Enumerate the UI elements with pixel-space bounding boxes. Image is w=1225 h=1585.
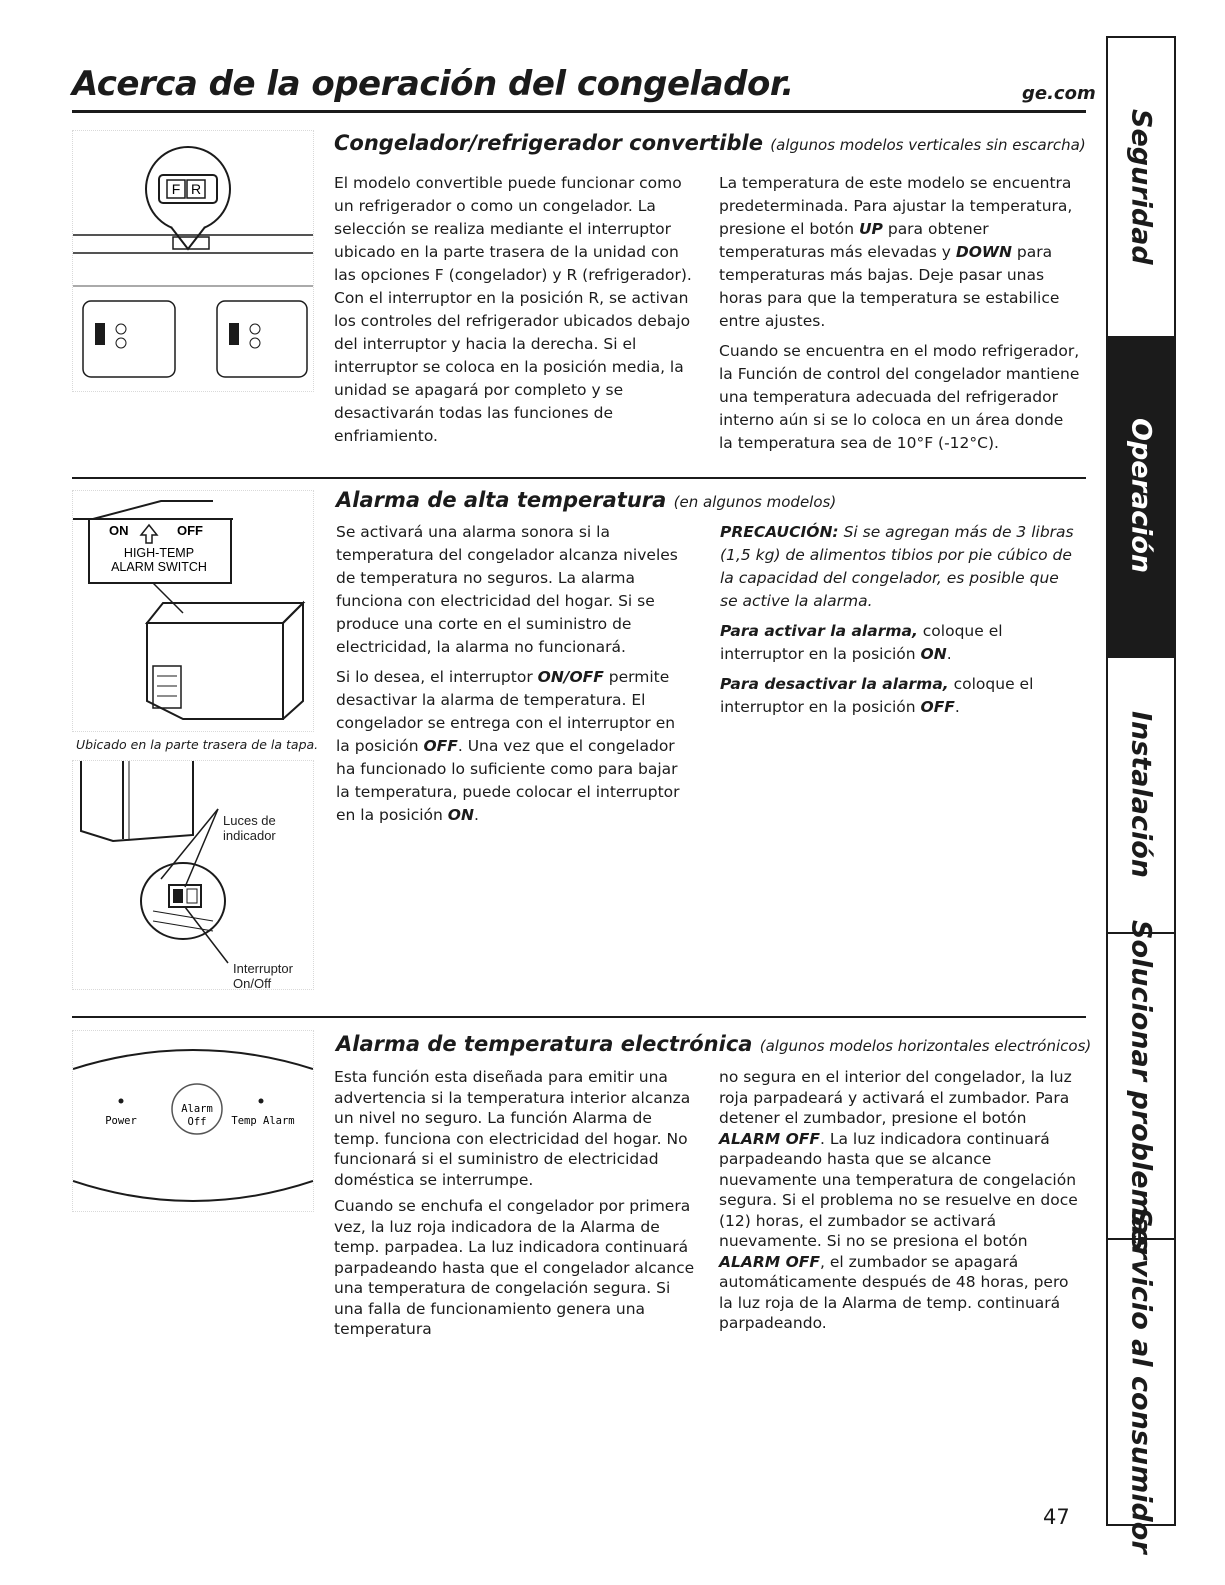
high-temp-paragraph-2	[336, 666, 686, 827]
convertible-col2	[719, 172, 1081, 462]
off-ref: OFF	[920, 698, 955, 716]
tab-label: Operación	[1125, 418, 1157, 574]
off-ref: OFF	[423, 737, 458, 755]
alarm-off-ref: ALARM OFF	[719, 1252, 820, 1271]
text-run: Si lo desea, el interruptor	[336, 668, 538, 686]
switch-r-label: R	[190, 181, 202, 197]
chest-freezer-illustration	[73, 491, 313, 731]
convertible-illustration	[73, 131, 313, 391]
control-panel-illustration	[73, 1031, 313, 1211]
alarm-label: Alarm	[181, 1103, 213, 1115]
up-button-ref: UP	[858, 220, 883, 238]
tab-label: Seguridad	[1125, 109, 1157, 265]
high-temp-switch-figure	[72, 490, 314, 732]
onoff-ref: ON/OFF	[537, 668, 604, 686]
section-rule	[72, 1016, 1086, 1018]
tab-seguridad[interactable]	[1108, 38, 1174, 338]
electronic-paragraph-1: Esta función esta diseñada para emitir una advertencia si la temperatura interior alcanza un nivel no seguro. La función Alarma de temp. funciona con electricidad del hogar. No funcionará si el suministro de electricidad doméstica se interrumpe.	[334, 1068, 691, 1189]
text-run: no segura en el interior del congelador, la luz roja parpadeará y activará el zumbador. Para detener el zumbador, presione el botón	[719, 1068, 1072, 1127]
title-rule	[72, 110, 1086, 113]
convertible-col1	[334, 172, 692, 455]
convertible-heading-text: Congelador/refrigerador convertible	[334, 131, 763, 155]
deactivate-label: Para desactivar la alarma,	[720, 675, 949, 693]
text-run: . Una vez que el congelador ha funcionado lo suficiente como para bajar la temperatura, puede colocar el interruptor en la posición	[336, 737, 680, 824]
convertible-paragraph: El modelo convertible puede funcionar como un refrigerador o como un congelador. La selección se realiza mediante el interruptor ubicado en la parte trasera de la unidad con las opciones F (congelador) y R (refrigerador). Con el interruptor en la posición R, se activan los controles del refrigerador ubicados debajo del interruptor y hacia la derecha. Si el interruptor se coloca en la posición media, la unidad se apagará por completo y se desactivarán todas las funciones de enfriamiento.	[334, 174, 692, 445]
convertible-figure	[72, 130, 314, 392]
text-run: , el zumbador se apagará automáticamente después de 48 horas, pero la luz roja de la Alarma de temp. continuará parpadeando.	[719, 1252, 1069, 1332]
page-number: 47	[1043, 1505, 1070, 1529]
indicator-lights-label	[223, 813, 276, 843]
high-temp-heading	[336, 488, 836, 512]
caution-text: Si se agregan más de 3 libras (1,5 kg) de alimentos tibios por pie cúbico de la capacidad del congelador, es posible que se active la alarma.	[720, 523, 1074, 610]
tab-servicio-al-consumidor[interactable]	[1108, 1208, 1174, 1554]
tab-label: Solucionar problemas	[1125, 919, 1157, 1251]
electronic-col2	[719, 1067, 1083, 1340]
high-temp-figure-caption: Ubicado en la parte trasera de la tapa.	[76, 737, 319, 752]
text-run: .	[473, 806, 479, 824]
convertible-paragraph-2: Cuando se encuentra en el modo refrigerador, la Función de control del congelador mantiene una temperatura adecuada del refrigerador interno aún si se lo coloca en un área donde la temperatura sea de 10°F (-12°C).	[719, 342, 1080, 452]
switch-on-label: ON	[109, 523, 129, 538]
upright-switch-figure	[72, 760, 314, 990]
on-ref: ON	[920, 645, 947, 663]
switch-title-line2: ALARM SWITCH	[111, 560, 207, 574]
text-run: permite desactivar la alarma de temperatura. El congelador se entrega con el interruptor en la posición	[336, 668, 676, 755]
high-temp-col1	[336, 521, 686, 834]
activate-paragraph: Para activar la alarma, coloque el interruptor en la posición ON.	[720, 622, 1003, 663]
tab-solucionar-problemas[interactable]	[1108, 919, 1174, 1251]
switch-off-label: OFF	[177, 523, 203, 538]
electronic-alarm-figure	[72, 1030, 314, 1212]
tab-instalacion[interactable]	[1108, 656, 1174, 934]
site-link[interactable]: ge.com	[1022, 83, 1096, 104]
onoff-switch-line1: Interruptor	[233, 961, 293, 976]
temp-alarm-label: Temp Alarm	[231, 1115, 295, 1127]
upright-freezer-illustration	[73, 761, 313, 989]
switch-f-label: F	[171, 181, 181, 197]
high-temp-subheading: (en algunos modelos)	[673, 493, 837, 511]
alarm-off-ref: ALARM OFF	[719, 1129, 820, 1148]
indicator-lights-line1: Luces de	[223, 813, 276, 828]
convertible-subheading: (algunos modelos verticales sin escarcha)	[770, 136, 1086, 154]
electronic-paragraph-2: Cuando se enchufa el congelador por primera vez, la luz roja indicadora de la Alarma de temp. parpadea. La luz indicadora continuará parpadeando hasta que el congelador alcance una temperatura de congelación segura. Si una falla de funcionamiento genera una temperatura	[334, 1197, 695, 1338]
tab-label: Servicio al consumidor	[1125, 1208, 1157, 1554]
text-run: para obtener temperaturas más elevadas y	[719, 220, 989, 261]
section-tabs	[1106, 36, 1176, 1554]
convertible-heading	[334, 131, 1086, 155]
text-run: coloque el interruptor en la posición	[720, 675, 1034, 716]
tab-label: Instalación	[1125, 710, 1157, 878]
section-rule	[72, 477, 1086, 479]
page-title: Acerca de la operación del congelador.	[72, 64, 794, 104]
text-run: coloque el interruptor en la posición	[720, 622, 1003, 663]
indicator-lights-line2: indicador	[223, 828, 276, 843]
electronic-heading	[336, 1032, 1091, 1056]
high-temp-heading-text: Alarma de alta temperatura	[336, 488, 667, 512]
convertible-paragraph-1	[719, 172, 1081, 333]
caution-paragraph	[720, 521, 1075, 613]
text-run: La temperatura de este modelo se encuentra predeterminada. Para ajustar la temperatura, presione el botón	[719, 174, 1073, 238]
text-run: para temperaturas más bajas. Deje pasar unas horas para que la temperatura se estabilice entre ajustes.	[719, 243, 1060, 330]
alarm-off-label: Off	[187, 1116, 207, 1128]
deactivate-paragraph: Para desactivar la alarma, coloque el interruptor en la posición OFF.	[720, 675, 1034, 716]
electronic-paragraph-3	[719, 1067, 1083, 1334]
electronic-col1	[334, 1067, 696, 1346]
power-label: Power	[105, 1115, 137, 1127]
onoff-switch-line2: On/Off	[233, 976, 272, 991]
on-ref: ON	[447, 806, 474, 824]
onoff-switch-label	[233, 961, 293, 991]
electronic-heading-text: Alarma de temperatura electrónica	[336, 1032, 753, 1056]
text-run: . La luz indicadora continuará parpadeando hasta que se alcance nuevamente una temperatura de congelación segura. Si el problema no se resuelve en doce (12) horas, el zumbador se activará nuevamente. Si no se presiona el botón	[719, 1129, 1078, 1250]
caution-label: PRECAUCIÓN:	[720, 523, 839, 541]
high-temp-paragraph-1: Se activará una alarma sonora si la temperatura del congelador alcanza niveles de temperatura no seguros. La alarma funciona con electricidad del hogar. Si se produce una corte en el suministro de electricidad, la alarma no funcionará.	[336, 523, 678, 656]
high-temp-col2	[720, 521, 1075, 726]
tab-operacion[interactable]	[1108, 336, 1174, 658]
electronic-subheading: (algunos modelos horizontales electrónicos)	[759, 1037, 1092, 1055]
switch-title-line1: HIGH-TEMP	[123, 546, 195, 560]
down-button-ref: DOWN	[955, 243, 1012, 261]
activate-label: Para activar la alarma,	[720, 622, 918, 640]
